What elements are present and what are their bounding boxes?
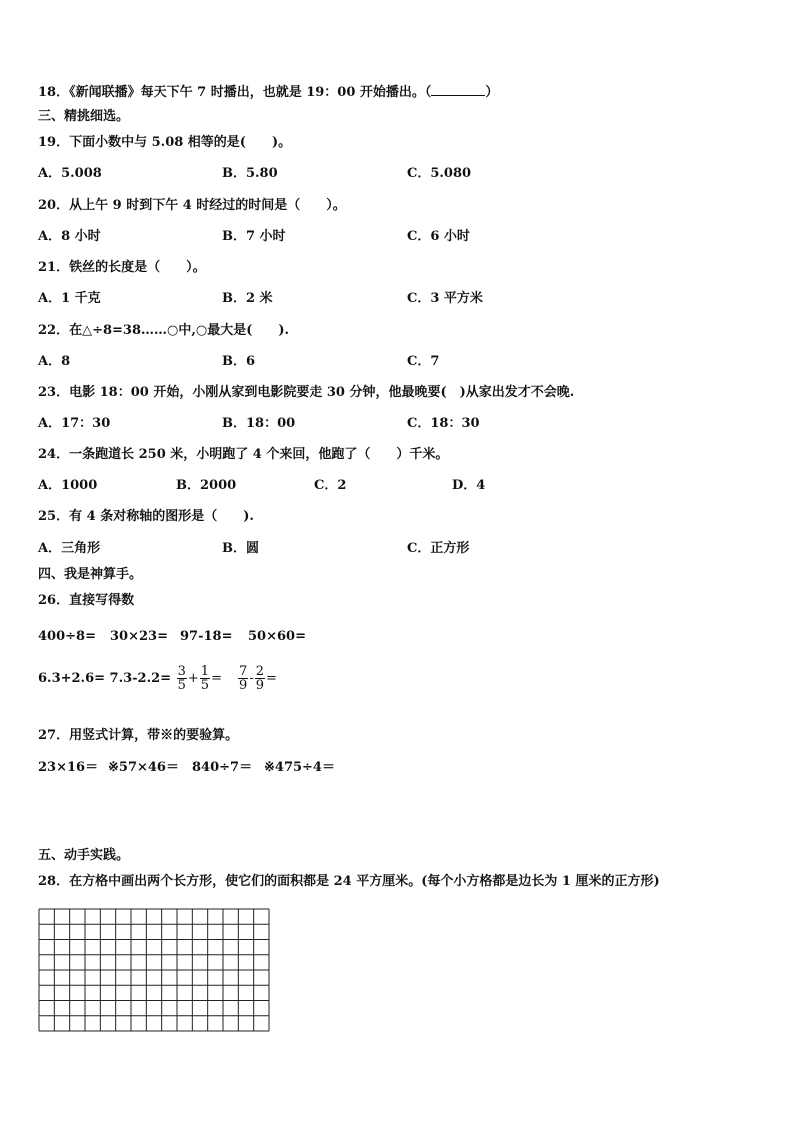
q19-stem: 19．下面小数中与 5.08 相等的是( )。	[38, 135, 292, 150]
q27-item-2: ※57×46＝	[108, 760, 179, 775]
q22-option-a[interactable]: A．8	[38, 354, 71, 369]
q19-option-a[interactable]: A．5.008	[38, 166, 102, 181]
q25-option-b[interactable]: B．圆	[222, 541, 259, 556]
q25-option-c[interactable]: C．正方形	[407, 541, 470, 556]
q18	[38, 83, 498, 101]
q27-stem: 27．用竖式计算，带※的要验算。	[38, 728, 239, 743]
frac1-op: +	[187, 671, 199, 686]
q23-option-a[interactable]: A．17：30	[38, 416, 111, 431]
q22-option-b[interactable]: B．6	[222, 354, 256, 369]
q26-item-1: 400÷8=	[38, 629, 96, 644]
q24-option-c[interactable]: C．2	[314, 478, 347, 493]
q20-option-a[interactable]: A．8 小时	[38, 229, 101, 244]
q26-row2-text: 6.3+2.6= 7.3-2.2=	[38, 671, 172, 686]
q26-item-2: 30×23=	[110, 629, 168, 644]
q26-item-3: 97-18=	[180, 629, 233, 644]
fraction-3-5: $\frac{3}{5}$	[177, 664, 186, 693]
q19-option-c[interactable]: C．5.080	[407, 166, 472, 181]
q25-option-a[interactable]: A．三角形	[38, 541, 101, 556]
section-5-heading: 五、动手实践。	[38, 848, 130, 863]
q24-option-b[interactable]: B．2000	[176, 478, 237, 493]
q18-answer-blank[interactable]	[431, 83, 485, 96]
q21-option-a[interactable]: A．1 千克	[38, 291, 101, 306]
q26-item-4: 50×60=	[248, 629, 306, 644]
fraction-1-5: $\frac{1}{5}$	[200, 664, 210, 693]
q24-option-d[interactable]: D．4	[452, 478, 486, 493]
q27-item-4: ※475÷4＝	[264, 760, 335, 775]
q23-option-c[interactable]: C．18：30	[407, 416, 480, 431]
q27-item-1: 23×16＝	[38, 760, 99, 775]
q23-option-b[interactable]: B．18：00	[222, 416, 296, 431]
square-grid[interactable]	[38, 908, 270, 1032]
q28-stem: 28．在方格中画出两个长方形，使它们的面积都是 24 平方厘米。(每个小方格都是边长为 1 厘米的正方形)	[38, 874, 660, 889]
q18-close: ）	[485, 85, 499, 100]
q21-option-c[interactable]: C．3 平方米	[407, 291, 483, 306]
fraction-2-9: $\frac{2}{9}$	[255, 664, 265, 693]
q18-text: 18．《新闻联播》每天下午 7 时播出，也就是 19：00 开始播出。（	[38, 85, 432, 100]
q21-stem: 21．铁丝的长度是（ ）。	[38, 260, 206, 275]
section-4-heading: 四、我是神算手。	[38, 567, 143, 582]
q20-option-b[interactable]: B．7 小时	[222, 229, 286, 244]
q26-stem: 26．直接写得数	[38, 593, 135, 608]
q24-stem: 24．一条跑道长 250 米，小明跑了 4 个来回，他跑了（ ）千米。	[38, 447, 449, 462]
q20-option-c[interactable]: C．6 小时	[407, 229, 470, 244]
frac1-eq: =	[211, 671, 222, 686]
q24-option-a[interactable]: A．1000	[38, 478, 98, 493]
q23-stem: 23．电影 18：00 开始，小刚从家到电影院要走 30 分钟，他最晚要( )从家出发才不会晚.	[38, 385, 575, 400]
q22-stem: 22．在△÷8=38……○中,○最大是( ).	[38, 323, 290, 338]
fraction-7-9: $\frac{7}{9}$	[239, 664, 248, 693]
q20-stem: 20．从上午 9 时到下午 4 时经过的时间是（ ）。	[38, 198, 346, 213]
q27-item-3: 840÷7＝	[192, 760, 253, 775]
q22-option-c[interactable]: C．7	[407, 354, 440, 369]
q19-option-b[interactable]: B．5.80	[222, 166, 278, 181]
frac2-op: -	[249, 671, 254, 686]
q21-option-b[interactable]: B．2 米	[222, 291, 273, 306]
q25-stem: 25．有 4 条对称轴的图形是（ ).	[38, 509, 254, 524]
frac2-eq: =	[266, 671, 277, 686]
section-3-heading: 三、精挑细选。	[38, 109, 130, 124]
q26-row2	[38, 662, 277, 696]
